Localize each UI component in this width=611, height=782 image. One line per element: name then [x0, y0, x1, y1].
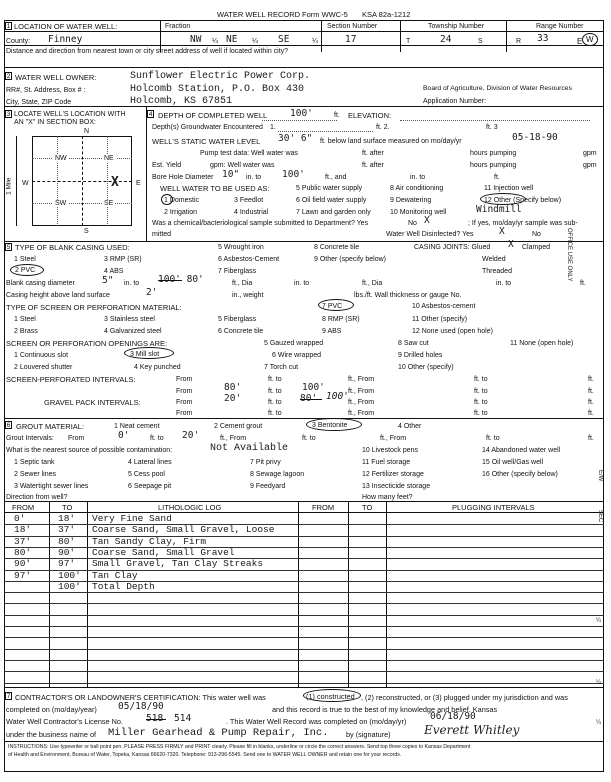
casing-6: 6 Asbestos-Cement [218, 256, 280, 263]
plug-header: PLUGGING INTERVALS [452, 503, 535, 512]
side-q3: ¼ [596, 720, 602, 726]
opening-11: 11 None (open hole) [510, 340, 574, 347]
contam-5: 5 Cess pool [128, 471, 165, 478]
blank-ft: ft. [580, 280, 586, 287]
section-5-number: 5 [6, 244, 11, 251]
yield-gpm: gpm: Well water was [210, 162, 275, 169]
compass-w: W [22, 180, 29, 187]
grout-title: GROUT MATERIAL: [16, 422, 85, 431]
casing-5: 5 Wrought iron [218, 244, 264, 251]
opening-10: 10 Other (specify) [398, 364, 454, 371]
log-row-line [4, 637, 604, 638]
grout-to: ft. to [150, 435, 164, 442]
casing-4: 4 ABS [104, 268, 124, 275]
howmany-label: How many feet? [362, 494, 413, 501]
casing-8: 8 Concrete tile [314, 244, 360, 251]
direction-label: Direction from well? [6, 494, 68, 501]
log-cell-from[interactable]: 18' [14, 524, 32, 536]
pump-after: ft. after [362, 150, 384, 157]
log-row-line [4, 671, 604, 672]
static-date[interactable]: 05-18-90 [512, 132, 558, 143]
screen-10: 10 Asbestos-cement [412, 303, 476, 310]
static-value[interactable]: 30' 6" [278, 133, 313, 144]
screen-8: 8 RMP (SR) [322, 316, 360, 323]
range-e: E [577, 37, 583, 46]
screen-title: TYPE OF SCREEN OR PERFORATION MATERIAL: [6, 303, 182, 312]
range-r: R [516, 38, 522, 45]
blank-dia-value[interactable]: 5" [102, 275, 114, 286]
section-1-number: 1 [6, 23, 11, 30]
depth-ft: ft. [334, 112, 340, 119]
blank-in-to: in. to [124, 280, 140, 287]
bore-label: Bore Hole Diameter [152, 174, 214, 181]
use-3: 3 Feedlot [234, 197, 264, 204]
contam-2: 2 Sewer lines [14, 471, 57, 478]
record-date[interactable]: 06/18/90 [430, 711, 476, 722]
groundwater-1: 1. [270, 124, 276, 131]
use-12: 12 Other (Specify below) [484, 197, 562, 204]
joints-threaded: Threaded [482, 268, 512, 275]
quarter-sym-3: ¼ [312, 38, 318, 45]
opening-3: 3 Mill slot [130, 351, 160, 358]
use-9: 9 Dewatering [390, 197, 432, 204]
gp-from-value[interactable]: 20' [224, 393, 242, 404]
height-label: Casing height above land surface [6, 292, 110, 299]
range-label: Range Number [536, 23, 584, 30]
casing-3: 3 RMP (SR) [104, 256, 142, 263]
use-other-value[interactable]: Windmill [476, 204, 522, 215]
spi-from-value[interactable]: 80' [224, 382, 242, 393]
screen-5: 5 Fiberglass [218, 316, 257, 323]
blank-depth-value[interactable]: 100' 80' [158, 274, 204, 285]
spi-ft-2: ft. [588, 388, 594, 395]
spi-ftfrom-1: ft., From [348, 376, 375, 383]
blank-ft-dia-2: ft., Dia [362, 280, 383, 287]
gp-ftfrom-2: ft., From [348, 410, 375, 417]
casing-2: 2 PVC [15, 267, 36, 274]
grout-int-label: Grout Intervals: [6, 435, 54, 442]
fraction-label: Fraction [165, 23, 191, 30]
grout-4: 4 Other [398, 423, 422, 430]
side-ew: E/W [597, 470, 603, 482]
log-cell-from[interactable]: 0' [14, 513, 26, 524]
screen-1: 1 Steel [14, 316, 36, 323]
contam-4: 4 Lateral lines [128, 459, 172, 466]
section-value[interactable]: 17 [345, 34, 357, 45]
cert-other: , (2) reconstructed, or (3) plugged under my jurisdiction and was [361, 693, 568, 702]
blank-in-to-2: in. to [294, 280, 310, 287]
cert-constructed: (1) constructed [306, 692, 355, 701]
quadrant-ne: NE [104, 155, 114, 162]
log-cell-desc[interactable]: Coarse Sand, Small Gravel [92, 546, 235, 558]
county-value[interactable]: Finney [48, 34, 83, 45]
grout-3: 3 Bentonite [312, 422, 348, 429]
gp-ft-2: ft. [588, 410, 594, 417]
section-3-title: LOCATE WELL'S LOCATION WITH [14, 111, 126, 118]
yield-gpm-end: gpm [583, 162, 597, 169]
log-cell-to[interactable]: 97' [58, 558, 76, 570]
log-row-line [4, 626, 604, 627]
license-label: Water Well Contractor's License No. [6, 717, 123, 726]
city-label: City, State, ZIP Code [6, 99, 72, 106]
screen-11: 11 Other (specify) [412, 316, 468, 323]
license-struck[interactable]: 518 [146, 713, 164, 724]
joints-welded: Welded [482, 256, 506, 263]
contam-14: 14 Abandoned water well [482, 447, 561, 454]
pump-label: Pump test data: Well water was [200, 150, 298, 157]
quarter-sym-2: ¼ [252, 38, 258, 45]
depth-label: DEPTH OF COMPLETED WELL [158, 111, 268, 120]
section-2-number: 2 [6, 73, 11, 80]
casing-1: 1 Steel [14, 256, 36, 263]
chem-no: No [408, 220, 417, 227]
log-row-line [4, 592, 604, 593]
use-5: 5 Public water supply [296, 185, 363, 192]
fraction-q3[interactable]: SE [278, 34, 290, 45]
rr-label: RR#, St. Address, Box # : [6, 87, 86, 94]
blank-label: Blank casing diameter [6, 280, 75, 287]
use-label: WELL WATER TO BE USED AS: [160, 184, 270, 193]
use-8: 8 Air conditioning [390, 185, 444, 192]
joints-clamped: Clamped [522, 244, 551, 251]
section-7-number: 7 [6, 693, 11, 700]
log-cell-desc[interactable]: Tan Clay [92, 569, 138, 581]
bore-depth[interactable]: 100' [282, 169, 305, 180]
bore-in: in. to [410, 174, 426, 181]
gp-ftfrom-1: ft., From [348, 399, 375, 406]
spi-to-1b: ft. to [474, 376, 488, 383]
completed-label: completed on (mo/day/year) [6, 705, 97, 714]
cert-title: CONTRACTOR'S OR LANDOWNER'S CERTIFICATION: This water well was [15, 693, 266, 702]
height-weight: in., weight [232, 292, 264, 299]
log-cell-to[interactable]: 100' [58, 580, 81, 592]
contam-value[interactable]: Not Available [210, 443, 289, 454]
section-3-title-2: AN "X" IN SECTION BOX: [14, 119, 96, 126]
instructions-2: of Health and Environment, Bureau of Water, Topeka, Kansas 66620-7320. Telephone: 913-296-5545. Send one to WATER WELL OWNER and retain one for your records. [8, 752, 402, 758]
gp-to-2: ft. to [268, 410, 282, 417]
section-2-title: WATER WELL OWNER: [15, 73, 97, 82]
blank-in-to-3: in. to [496, 280, 512, 287]
grout-from: From [68, 435, 85, 442]
screen-9: 9 ABS [322, 328, 342, 335]
screen-12: 12 None used (open hole) [412, 328, 493, 335]
chem-label: Was a chemical/bacteriological sample submitted to Department? Yes [152, 220, 369, 227]
spi-label: SCREEN-PERFORATED INTERVALS: [6, 375, 136, 384]
groundwater-2: ft. 2. [376, 124, 390, 131]
screen-4: 4 Galvanized steel [104, 328, 162, 335]
joints-x[interactable]: X [508, 239, 514, 250]
county-label: County: [6, 38, 31, 45]
completed-value[interactable]: 05/18/90 [118, 701, 164, 712]
groundwater-3: ft. 3 [486, 124, 498, 131]
log-cell-desc[interactable]: Coarse Sand, Small Gravel, Loose [92, 524, 275, 536]
by-signature-label: by (signature) [346, 730, 391, 739]
contam-9: 9 Feedyard [250, 483, 286, 490]
log-cell-from[interactable]: 97' [14, 569, 32, 581]
use-10: 10 Monitoring well [390, 209, 447, 216]
disinfect-x[interactable]: X [499, 226, 505, 237]
screen-7: 7 PVC [322, 303, 343, 310]
gp-to-2b: ft. to [474, 410, 488, 417]
business-label: under the business name of [6, 730, 97, 739]
log-cell-to[interactable]: 90' [58, 546, 76, 558]
chem-x[interactable]: X [424, 215, 430, 226]
log-cell-from[interactable]: 90' [14, 558, 32, 570]
log-cell-from[interactable]: 37' [14, 535, 32, 547]
screen-6: 6 Concrete tile [218, 328, 264, 335]
opening-7: 7 Torch cut [264, 364, 299, 371]
business-value[interactable]: Miller Gearhead & Pump Repair, Inc. [108, 727, 329, 739]
contam-6: 6 Seepage pit [128, 483, 172, 490]
use-2: 2 Irrigation [164, 209, 198, 216]
contam-11: 11 Fuel storage [362, 459, 411, 466]
chem-if: ; If yes, mo/day/yr sample was sub- [468, 220, 578, 227]
opening-4: 4 Key punched [134, 364, 181, 371]
yield-hours: hours pumping [470, 162, 517, 169]
joints-label: CASING JOINTS: Glued [414, 244, 491, 251]
static-rest: ft. below land surface measured on mo/day/yr [320, 138, 462, 145]
spi-to-2b: ft. to [474, 388, 488, 395]
gp-to-1: ft. to [268, 399, 282, 406]
gp-from-2: From [176, 410, 193, 417]
contam-1: 1 Septic tank [14, 459, 55, 466]
bore-ft: ft. [494, 174, 500, 181]
log-cell-desc[interactable]: Small Gravel, Tan Clay Streaks [92, 558, 264, 570]
township-t: T [406, 38, 411, 45]
quadrant-nw: NW [55, 155, 67, 162]
gp-ft-1: ft. [588, 399, 594, 406]
blank-ft-dia-1: ft., Dia [232, 280, 253, 287]
township-s: S [478, 38, 483, 45]
gp-to-value[interactable]: 100' [326, 391, 349, 402]
log-cell-to[interactable]: 80' [58, 535, 76, 547]
compass-e: E [136, 180, 141, 187]
contam-8: 8 Sewage lagoon [250, 471, 305, 478]
signature[interactable]: Everett Whitley [424, 723, 520, 737]
owner-city[interactable]: Holcomb, KS 67851 [130, 96, 233, 107]
log-row-line [4, 603, 604, 604]
instructions-1: INSTRUCTIONS: Use typewriter or ball point pen. PLEASE PRESS FIRMLY and PRINT clearly. Please fill in blanks, underline or circle the correct answers. Send top three copies to Kansas Department [8, 744, 471, 750]
log-cell-desc[interactable]: Tan Sandy Clay, Firm [92, 535, 207, 547]
contam-12: 12 Fertilizer storage [362, 471, 424, 478]
side-q2: ¼ [596, 680, 602, 686]
license-value[interactable]: 514 [174, 713, 192, 724]
log-cell-to[interactable]: 100' [58, 569, 81, 581]
compass-n: N [84, 128, 90, 135]
log-row-line [4, 615, 604, 616]
use-4: 4 Industrial [234, 209, 269, 216]
groundwater-label: Depth(s) Groundwater Encountered [152, 124, 263, 131]
log-row-line [4, 660, 604, 661]
ksa-number: KSA 82a-1212 [362, 10, 411, 19]
mile-label: 1 Mile [5, 177, 13, 195]
height-lbs: lbs./ft. Wall thickness or gauge No. [354, 292, 462, 299]
spi-ft-1: ft. [588, 376, 594, 383]
grout-ftfrom: ft., From [220, 435, 247, 442]
section-1-title: LOCATION OF WATER WELL: [14, 22, 118, 31]
fraction-q2[interactable]: NE [226, 34, 238, 45]
grout-ft-end: ft. [588, 435, 594, 442]
grout-2: 2 Cement grout [214, 423, 263, 430]
yield-label: Est. Yield [152, 162, 182, 169]
depth-value[interactable]: 100' [290, 108, 313, 119]
grout-from-value[interactable]: 0' [118, 430, 130, 441]
log-cell-to[interactable]: 37' [58, 524, 76, 536]
township-label: Township Number [428, 23, 485, 30]
section-3-number: 3 [6, 111, 11, 118]
bore-and: ft., and [325, 174, 347, 181]
contam-label: What is the nearest source of possible contamination: [6, 447, 173, 454]
opening-2: 2 Louvered shutter [14, 364, 73, 371]
static-label: WELL'S STATIC WATER LEVEL [152, 137, 261, 146]
log-cell-desc[interactable]: Very Fine Sand [92, 513, 172, 524]
form-title: WATER WELL RECORD [217, 10, 301, 19]
spi-from-1: From [176, 376, 193, 383]
section-4-number: 4 [148, 111, 153, 118]
screen-2: 2 Brass [14, 328, 38, 335]
log-row-line [4, 683, 604, 684]
casing-7: 7 Fiberglass [218, 268, 257, 275]
log-lith-header: LITHOLOGIC LOG [158, 503, 222, 512]
owner-address[interactable]: Holcomb Station, P.O. Box 430 [130, 84, 305, 95]
section-number-label: Section Number [327, 23, 378, 30]
fraction-q1[interactable]: NW [190, 34, 202, 45]
spi-to-2: ft. to [268, 388, 282, 395]
casing-9: 9 Other (specify below) [314, 256, 386, 263]
spi-to-1: ft. to [268, 376, 282, 383]
gp-from-1: From [176, 399, 193, 406]
opening-5: 5 Gauzed wrapped [264, 340, 324, 347]
quadrant-se: SE [104, 200, 114, 207]
disinfect-label: Water Well Disinfected? Yes [386, 231, 474, 238]
yield-after: ft. after [362, 162, 384, 169]
opening-1: 1 Continuous slot [14, 352, 69, 359]
log-row-line [4, 649, 604, 650]
form-number: Form WWC-5 [302, 10, 348, 19]
compass-s: S [84, 228, 89, 235]
opening-9: 9 Drilled holes [398, 352, 443, 359]
elevation-label: ELEVATION: [348, 111, 392, 120]
range-value[interactable]: 33 [537, 33, 549, 44]
log-from-header: FROM [12, 503, 35, 512]
spi-from-2: From [176, 388, 193, 395]
openings-title: SCREEN OR PERFORATION OPENINGS ARE: [6, 339, 168, 348]
log-to-header: TO [62, 503, 73, 512]
use-1: 1 Domestic [164, 197, 200, 204]
casing-title: TYPE OF BLANK CASING USED: [15, 243, 130, 252]
gp-to-1b: ft. to [474, 399, 488, 406]
use-6: 6 Oil field water supply [296, 197, 367, 204]
chem-mitted: mitted [152, 231, 172, 238]
owner-name[interactable]: Sunflower Electric Power Corp. [130, 71, 311, 82]
height-value[interactable]: 2' [146, 287, 158, 298]
contam-7: 7 Pit privy [250, 459, 281, 466]
well-location-x[interactable]: X [111, 175, 119, 190]
office-use-label: OFFICE USE ONLY [566, 228, 572, 282]
true-label: and this record is true to the best of my knowledge and belief. Kansas [272, 705, 498, 714]
township-value[interactable]: 24 [440, 34, 452, 45]
grout-ftto-2: ft. to [486, 435, 500, 442]
bore-to: in. to [246, 174, 262, 181]
disinfect-no: No [532, 231, 541, 238]
opening-6: 6 Wire wrapped [272, 352, 322, 359]
grout-1: 1 Neat cement [114, 423, 160, 430]
use-7: 7 Lawn and garden only [296, 209, 371, 216]
log-from-header-2: FROM [312, 503, 335, 512]
pump-gpm: gpm [583, 150, 597, 157]
contam-10: 10 Livestock pens [362, 447, 419, 454]
contam-16: 16 Other (specify below) [482, 471, 558, 478]
screen-3: 3 Stainless steel [104, 316, 155, 323]
side-sec: SEC [597, 510, 603, 523]
log-cell-desc[interactable]: Total Depth [92, 580, 155, 592]
contam-13: 13 Insecticide storage [362, 483, 431, 490]
quadrant-sw: SW [55, 200, 67, 207]
section-6-number: 6 [6, 422, 11, 429]
quarter-sym-1: ¼ [212, 38, 218, 45]
log-cell-to[interactable]: 18' [58, 513, 76, 524]
pump-hours: hours pumping [470, 150, 517, 157]
spi-ftfrom-2: ft., From [348, 388, 375, 395]
range-w: W [586, 35, 594, 44]
bore-value[interactable]: 10" [222, 169, 240, 180]
gp-label: GRAVEL PACK INTERVALS: [44, 398, 141, 407]
board-label: Board of Agriculture, Division of Water Resources [423, 85, 572, 92]
gp-struck-value[interactable]: 80' [300, 393, 318, 404]
record-label: . This Water Well Record was completed on (mo/day/yr) [226, 717, 407, 726]
side-q1: ¼ [596, 618, 602, 624]
grout-to-value[interactable]: 20' [182, 430, 200, 441]
contam-15: 15 Oil well/Gas well [482, 459, 544, 466]
application-label: Application Number: [423, 98, 487, 105]
use-11: 11 Injection well [484, 185, 534, 192]
grout-ftto: ft. to [302, 435, 316, 442]
grout-ftfrom-2: ft., From [380, 435, 407, 442]
distance-label: Distance and direction from nearest town or city street address of well if located within city? [6, 48, 289, 55]
opening-8: 8 Saw cut [398, 340, 429, 347]
spi-to-value[interactable]: 100' [302, 382, 325, 393]
log-cell-from[interactable]: 80' [14, 546, 32, 558]
contam-3: 3 Watertight sewer lines [14, 483, 89, 490]
log-to-header-2: TO [362, 503, 373, 512]
